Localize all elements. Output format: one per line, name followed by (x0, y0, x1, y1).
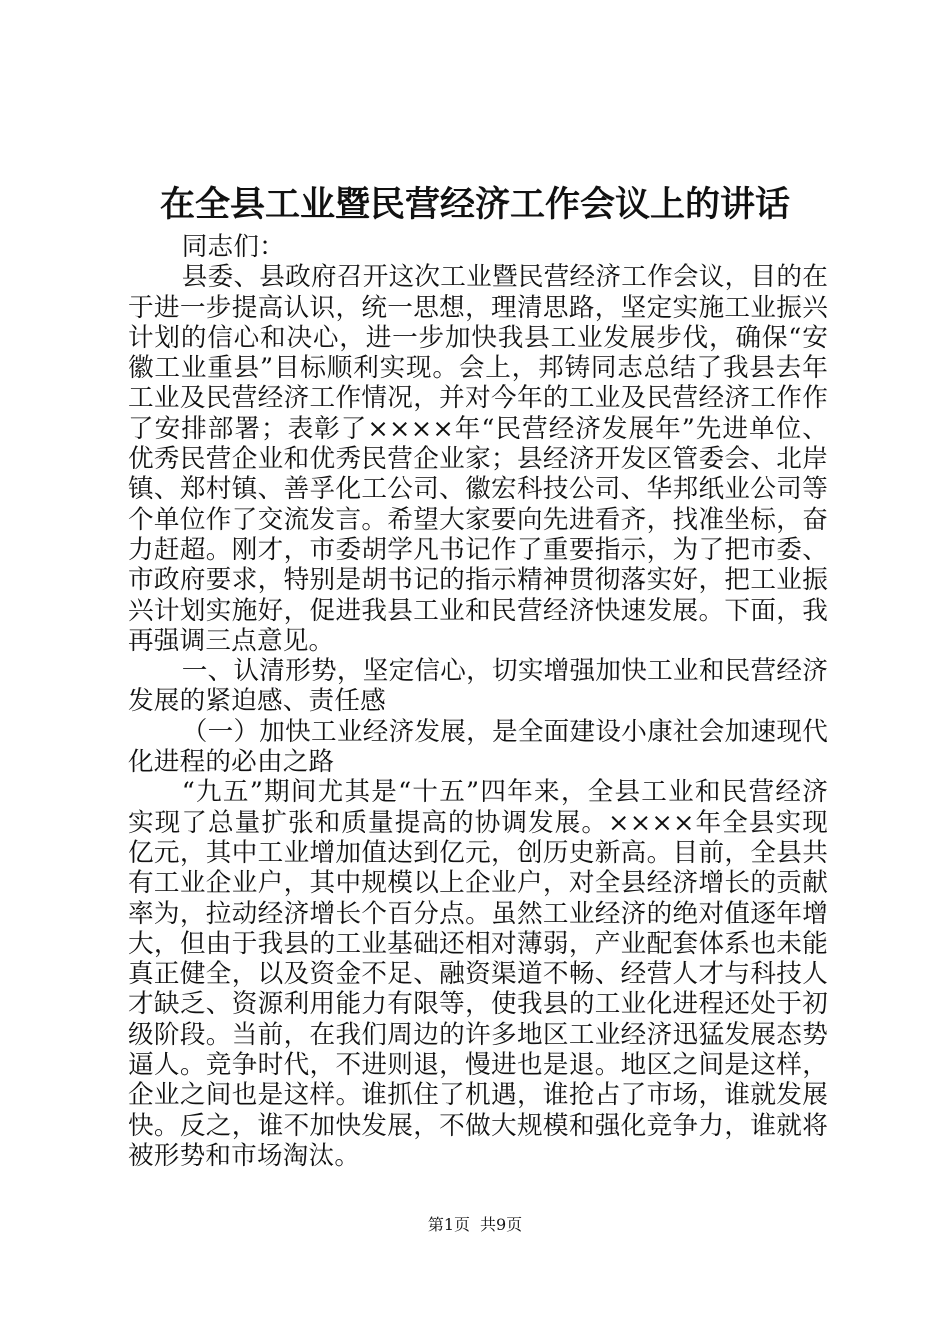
body-paragraph: “九五”期间尤其是“十五”四年来，全县工业和民营经济实现了总量扩张和质量提高的协调发展。××××年全县实现亿元，其中工业增加值达到亿元，创历史新高。目前，全县共有工业企业户，其中规模以上企业户，对全县经济增长的贡献率为，拉动经济增长个百分点。虽然工业经济的绝对值逐年增大，但由于我县的工业基础还相对薄弱，产业配套体系也未能真正健全，以及资金不足、融资渠道不畅、经营人才与科技人才缺乏、资源利用能力有限等，使我县的工业化进程还处于初级阶段。当前，在我们周边的许多地区工业经济迅猛发展态势逼人。竞争时代，不进则退，慢进也是退。地区之间是这样，企业之间也是这样。谁抓住了机遇，谁抢占了市场，谁就发展快。反之，谁不加快发展，不做大规模和强化竞争力，谁就将被形势和市场淘汰。 (128, 777, 828, 1171)
page-number: 第1页 (427, 1215, 470, 1234)
salutation: 同志们： (181, 232, 285, 262)
page-footer (0, 1215, 950, 1235)
document-body (128, 232, 828, 1171)
page-total: 共9页 (480, 1215, 523, 1234)
document-title: 在全县工业暨民营经济工作会议上的讲话 (159, 184, 790, 225)
section-heading: 一、认清形势，坚定信心，切实增强加快工业和民营经济发展的紧迫感、责任感 (128, 656, 828, 717)
body-paragraph: 县委、县政府召开这次工业暨民营经济工作会议，目的在于进一步提高认识，统一思想，理清思路，坚定实施工业振兴计划的信心和决心，进一步加快我县工业发展步伐，确保“安徽工业重县”目标顺利实现。会上，邦铸同志总结了我县去年工业及民营经济工作情况，并对今年的工业及民营经济工作作了安排部署；表彰了××××年“民营经济发展年”先进单位、优秀民营企业和优秀民营企业家；县经济开发区管委会、北岸镇、郑村镇、善孚化工公司、徽宏科技公司、华邦纸业公司等个单位作了交流发言。希望大家要向先进看齐，找准坐标，奋力赶超。刚才，市委胡学凡书记作了重要指示，为了把市委、市政府要求，特别是胡书记的指示精神贯彻落实好，把工业振兴计划实施好，促进我县工业和民营经济快速发展。下面，我再强调三点意见。 (128, 262, 828, 656)
subsection-heading: （一）加快工业经济发展，是全面建设小康社会加速现代化进程的必由之路 (128, 716, 828, 778)
